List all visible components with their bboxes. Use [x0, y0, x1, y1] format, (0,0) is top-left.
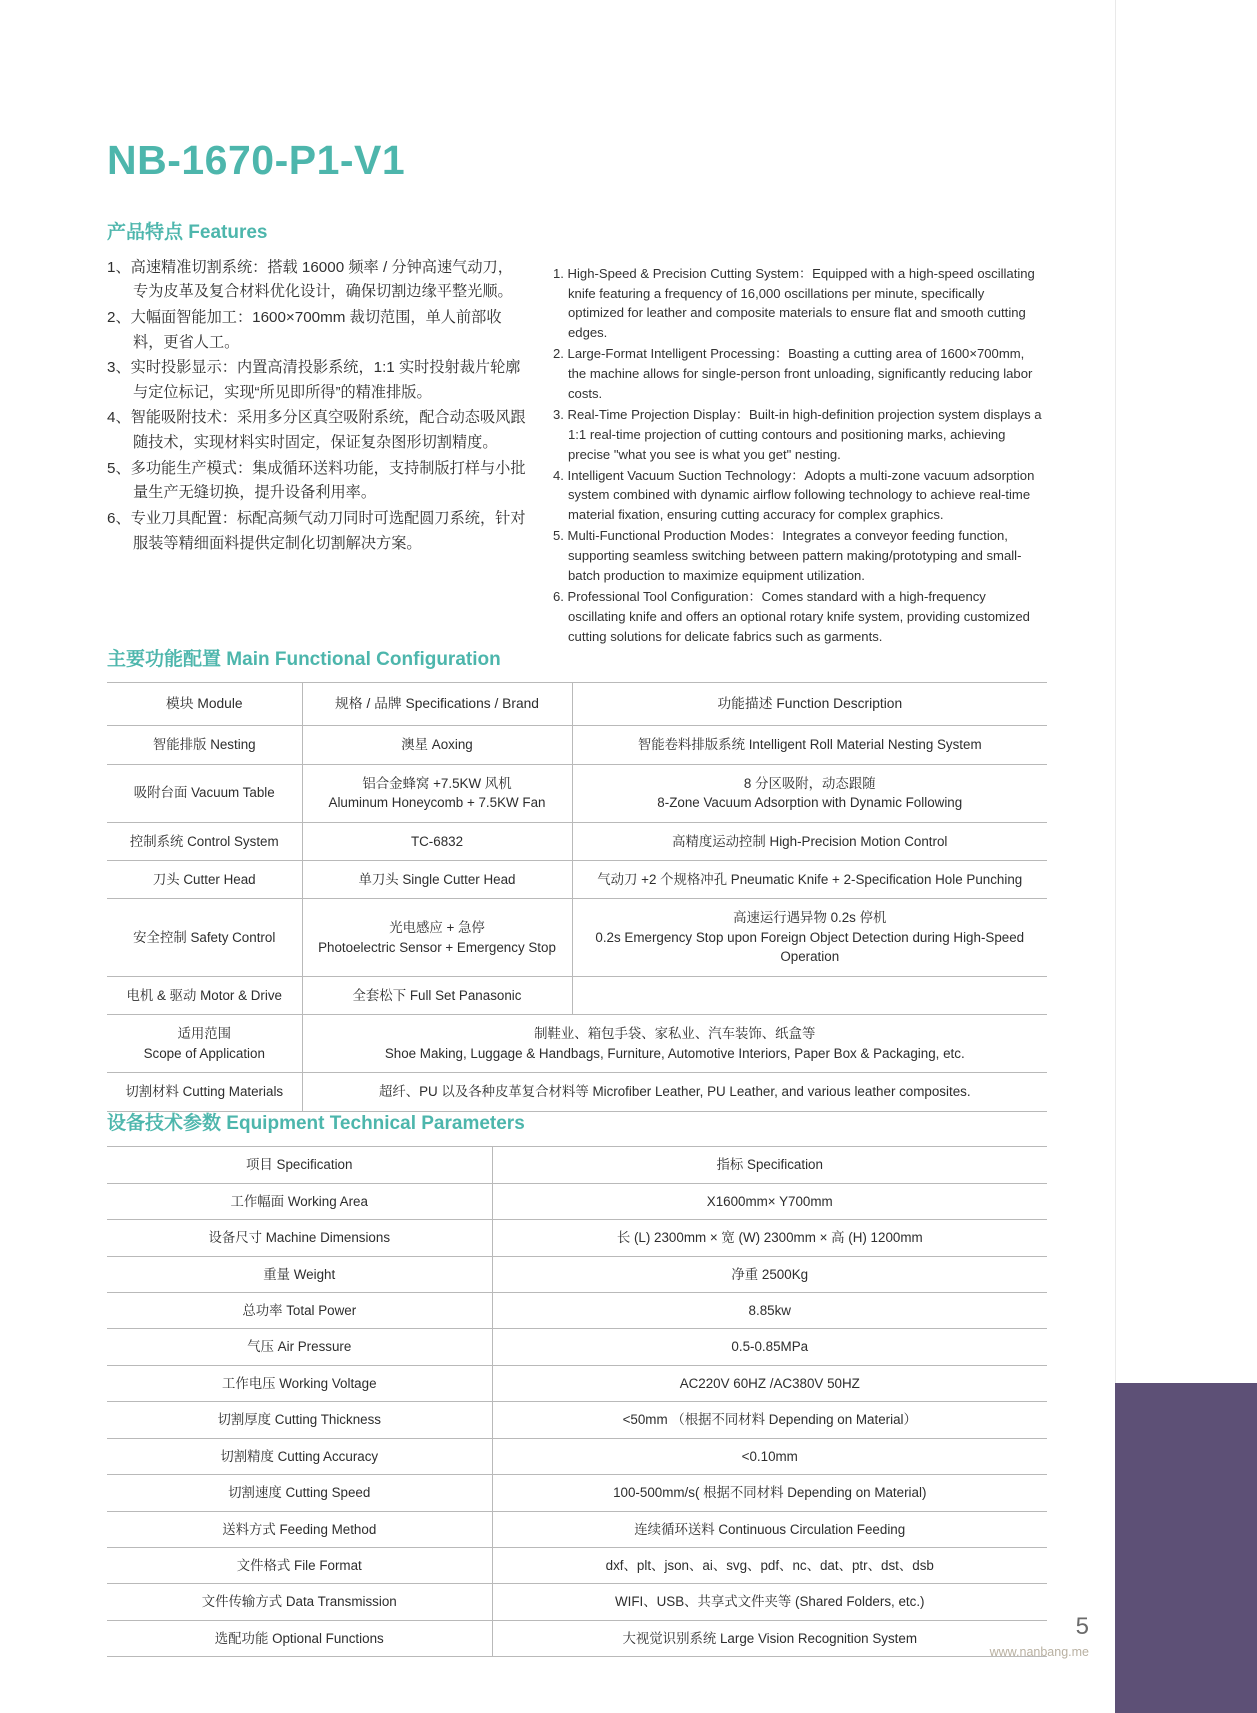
table-row [107, 1511, 1047, 1547]
cell-param-name: 文件传输方式 Data Transmission [107, 1584, 492, 1620]
cell-description [572, 899, 1047, 976]
cell-spec-line-en: Photoelectric Sensor + Emergency Stop [318, 939, 556, 955]
column-header-value: 指标 Specification [492, 1147, 1047, 1183]
main-functional-configuration-table [107, 682, 1047, 1111]
cell-param-value: 大视觉识别系统 Large Vision Recognition System [492, 1620, 1047, 1656]
page-footer [990, 1615, 1089, 1659]
features-heading-cn: 产品特点 [107, 222, 184, 243]
cell-spec: 单刀头 Single Cutter Head [302, 861, 572, 899]
cell-param-value: 0.5-0.85MPa [492, 1329, 1047, 1365]
cell-param-name: 切割速度 Cutting Speed [107, 1475, 492, 1511]
table-row [107, 1292, 1047, 1328]
features-english-column [553, 256, 1043, 648]
cell-param-name: 送料方式 Feeding Method [107, 1511, 492, 1547]
column-header-item: 项目 Specification [107, 1147, 492, 1183]
table-row [107, 1365, 1047, 1401]
cell-module: 切割材料 Cutting Materials [107, 1073, 302, 1111]
cell-merged-line-en: Shoe Making, Luggage & Handbags, Furniture, Automotive Interiors, Paper Box & Packaging, etc. [384, 1045, 965, 1061]
cell-module: 电机 & 驱动 Motor & Drive [107, 976, 302, 1014]
feature-item-en: 2. Large-Format Intelligent Processing：Boasting a cutting area of 1600×700mm, the machine allows for single-person front unloading, significantly reducing labor costs. [553, 346, 1033, 402]
cell-param-value: X1600mm× Y700mm [492, 1183, 1047, 1219]
cell-module: 安全控制 Safety Control [107, 899, 302, 976]
table-row [107, 1620, 1047, 1656]
table-row [107, 1256, 1047, 1292]
table-header-row [107, 1147, 1047, 1183]
table-row [107, 1329, 1047, 1365]
column-header-description: 功能描述 Function Description [572, 683, 1047, 726]
feature-item-cn: 2、大幅面智能加工：1600×700mm 裁切范围，单人前部收料，更省人工。 [107, 308, 502, 351]
equipment-technical-parameters-table [107, 1146, 1047, 1657]
cell-param-name: 工作幅面 Working Area [107, 1183, 492, 1219]
cell-param-name: 文件格式 File Format [107, 1548, 492, 1584]
table-row [107, 1073, 1047, 1111]
footer-website: www.nanbang.me [989, 1645, 1089, 1659]
cell-module: 控制系统 Control System [107, 822, 302, 860]
table-row [107, 861, 1047, 899]
cell-param-name: 选配功能 Optional Functions [107, 1620, 492, 1656]
cell-param-name: 切割精度 Cutting Accuracy [107, 1438, 492, 1474]
cell-spec: TC-6832 [302, 822, 572, 860]
feature-item-cn: 3、实时投影显示：内置高清投影系统，1:1 实时投射裁片轮廓与定位标记，实现“所见即所得”的精准排版。 [107, 359, 521, 401]
cell-spec [302, 764, 572, 822]
table-row [107, 822, 1047, 860]
cell-param-name: 气压 Air Pressure [107, 1329, 492, 1365]
cell-param-value: 8.85kw [492, 1292, 1047, 1328]
cell-param-value: <0.10mm [492, 1438, 1047, 1474]
features-heading [107, 221, 1047, 246]
cell-param-name: 工作电压 Working Voltage [107, 1365, 492, 1401]
cell-param-value: dxf、plt、json、ai、svg、pdf、nc、dat、ptr、dst、dsb [492, 1548, 1047, 1584]
features-chinese-column [107, 256, 527, 558]
feature-item-cn: 4、智能吸附技术：采用多分区真空吸附系统，配合动态吸风跟随技术，实现材料实时固定，保证复杂图形切割精度。 [107, 409, 526, 452]
cell-param-name: 设备尺寸 Machine Dimensions [107, 1220, 492, 1256]
cell-param-value: 连续循环送料 Continuous Circulation Feeding [492, 1511, 1047, 1547]
cell-param-value: 长 (L) 2300mm × 宽 (W) 2300mm × 高 (H) 1200mm [492, 1220, 1047, 1256]
cell-param-name: 重量 Weight [107, 1256, 492, 1292]
feature-item-cn: 6、专业刀具配置：标配高频气动刀同时可选配圆刀系统，针对服装等精细面料提供定制化切割解决方案。 [107, 509, 526, 552]
table-row [107, 899, 1047, 976]
table-row [107, 726, 1047, 764]
table-row [107, 1548, 1047, 1584]
cell-description-line-cn: 8 分区吸附，动态跟随 [743, 775, 876, 791]
cell-description: 高精度运动控制 High-Precision Motion Control [572, 822, 1047, 860]
table-row [107, 764, 1047, 822]
cell-spec-line-cn: 光电感应 + 急停 [389, 920, 485, 936]
cell-param-value: WIFI、USB、共享式文件夹等 (Shared Folders, etc.) [492, 1584, 1047, 1620]
table-row [107, 1220, 1047, 1256]
table-header-row [107, 683, 1047, 726]
cell-param-name: 总功率 Total Power [107, 1292, 492, 1328]
cell-description: 气动刀 +2 个规格冲孔 Pneumatic Knife + 2-Specification Hole Punching [572, 861, 1047, 899]
column-header-specifications: 规格 / 品牌 Specifications / Brand [302, 683, 572, 726]
cell-module: 刀头 Cutter Head [107, 861, 302, 899]
feature-item-en: 5. Multi-Functional Production Modes：Integrates a conveyor feeding function, supporting seamless switching between pattern making/prototyping and small-batch production to maximize equipment utilization. [553, 528, 1022, 584]
cell-description: 智能卷料排版系统 Intelligent Roll Material Nesting System [572, 726, 1047, 764]
right-edge-purple-panel [1115, 1383, 1257, 1713]
config-heading [107, 648, 1047, 673]
table-row [107, 976, 1047, 1014]
cell-param-value: AC220V 60HZ /AC380V 50HZ [492, 1365, 1047, 1401]
cell-module-line-en: Scope of Application [143, 1045, 265, 1061]
cell-spec [302, 899, 572, 976]
cell-param-value: 100-500mm/s( 根据不同材料 Depending on Material) [492, 1475, 1047, 1511]
feature-item-en: 3. Real-Time Projection Display：Built-in high-definition projection system displays a 1:1 real-time projection of cutting contours and positioning marks, achieving precise "what you see is what you get" nesting. [553, 406, 1042, 462]
table-row [107, 1438, 1047, 1474]
cell-description-line-cn: 高速运行遇异物 0.2s 停机 [733, 910, 887, 926]
config-heading-en: Main Functional Configuration [226, 648, 501, 670]
cell-description [572, 976, 1047, 1014]
cell-merged-description: 超纤、PU 以及各种皮革复合材料等 Microfiber Leather, PU Leather, and various leather composites. [302, 1073, 1047, 1111]
features-heading-en: Features [188, 222, 268, 243]
feature-item-en: 6. Professional Tool Configuration：Comes standard with a high-frequency oscillating knife and offers an optional rotary knife system, providing customized cutting solutions for delicate fabrics such as garments. [553, 588, 1030, 644]
table-row [107, 1584, 1047, 1620]
table-row [107, 1402, 1047, 1438]
cell-module [107, 1015, 302, 1073]
config-heading-cn: 主要功能配置 [107, 648, 222, 670]
features-columns [107, 256, 1047, 648]
feature-item-cn: 5、多功能生产模式：集成循环送料功能，支持制版打样与小批量生产无缝切换，提升设备利用率。 [107, 459, 526, 502]
table-row [107, 1183, 1047, 1219]
cell-description-line-en: 8-Zone Vacuum Adsorption with Dynamic Following [657, 795, 963, 811]
feature-item-cn: 1、高速精准切割系统：搭载 16000 频率 / 分钟高速气动刀，专为皮革及复合材料优化设计，确保切割边缘平整光顺。 [107, 258, 513, 301]
cell-merged-line-cn: 制鞋业、箱包手袋、家私业、汽车装饰、纸盒等 [534, 1026, 816, 1042]
cell-description [572, 764, 1047, 822]
table-row [107, 1475, 1047, 1511]
params-heading [107, 1112, 1047, 1137]
params-heading-en: Equipment Technical Parameters [226, 1112, 525, 1134]
features-list-cn [107, 256, 527, 557]
cell-spec: 全套松下 Full Set Panasonic [302, 976, 572, 1014]
cell-module: 智能排版 Nesting [107, 726, 302, 764]
cell-param-name: 切割厚度 Cutting Thickness [107, 1402, 492, 1438]
cell-module-line-cn: 适用范围 [177, 1026, 232, 1042]
feature-item-en: 4. Intelligent Vacuum Suction Technology：Adopts a multi-zone vacuum adsorption system combined with dynamic airflow following technology to achieve real-time material fixation, ensuring cutting accuracy for complex graphics. [553, 467, 1035, 523]
right-edge-light-panel [1115, 0, 1257, 1390]
page-content [107, 137, 1047, 1657]
cell-module: 吸附台面 Vacuum Table [107, 764, 302, 822]
cell-spec-line-en: Aluminum Honeycomb + 7.5KW Fan [328, 795, 546, 811]
table-row [107, 1015, 1047, 1073]
cell-merged-description [302, 1015, 1047, 1073]
cell-spec: 澳星 Aoxing [302, 726, 572, 764]
cell-param-value: 净重 2500Kg [492, 1256, 1047, 1292]
cell-description-line-en: 0.2s Emergency Stop upon Foreign Object Detection during High-Speed Operation [595, 929, 1025, 965]
params-heading-cn: 设备技术参数 [107, 1112, 222, 1134]
cell-param-value: <50mm （根据不同材料 Depending on Material） [492, 1402, 1047, 1438]
feature-item-en: 1. High-Speed & Precision Cutting System：Equipped with a high-speed oscillating knife featuring a frequency of 16,000 oscillations per minute, specifically optimized for leather and composite materials to ensure flat and smooth cutting edges. [553, 265, 1035, 341]
page-number: 5 [1075, 1613, 1089, 1640]
features-list-en [553, 264, 1043, 647]
cell-spec-line-cn: 铝合金蜂窝 +7.5KW 风机 [362, 775, 512, 791]
page-title: NB-1670-P1-V1 [107, 137, 406, 183]
column-header-module: 模块 Module [107, 683, 302, 726]
